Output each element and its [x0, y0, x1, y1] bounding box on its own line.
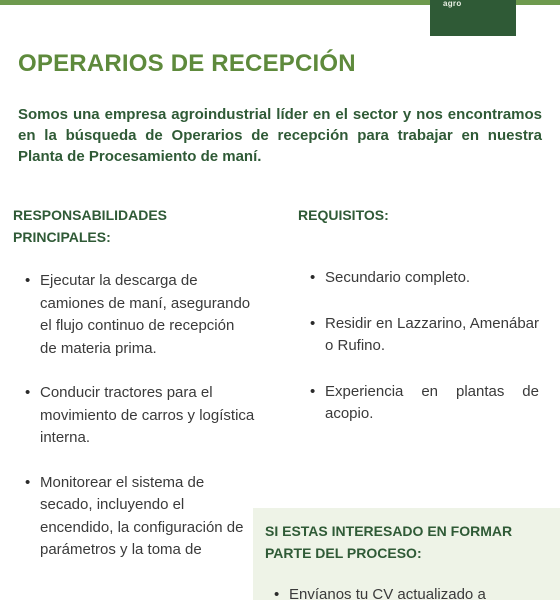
cta-list	[274, 584, 554, 607]
requirements-heading: REQUISITOS:	[298, 207, 389, 223]
cta-heading: SI ESTAS INTERESADO EN FORMAR PARTE DEL PROCESO:	[265, 523, 513, 561]
list-item: • Ejecutar la descarga de camiones de maní, asegurando el flujo continuo de recepción de materia prima.	[25, 272, 251, 357]
brand-logo: agro	[430, 0, 516, 36]
list-item: • Experiencia en plantas de acopio.	[310, 382, 539, 422]
list-item: • Secundario completo.	[310, 267, 539, 290]
responsibilities-heading: RESPONSABILIDADES PRINCIPALES:	[13, 207, 168, 245]
intro-paragraph: Somos una empresa agroindustrial líder en el sector y nos encontramos en la búsqueda de Operarios de recepción para trabajar en nuestra Planta de Procesamiento de maní.	[18, 106, 542, 165]
bullet-icon: •	[25, 272, 31, 289]
list-item: • Monitorear el sistema de secado, incluyendo el encendido, la configuración de parámetros y la toma de	[25, 473, 244, 558]
page-title: OPERARIOS DE RECEPCIÓN	[18, 50, 356, 77]
list-item: • Envíanos tu CV actualizado a	[274, 584, 554, 607]
bullet-icon: •	[310, 314, 316, 332]
bullet-icon: •	[310, 269, 316, 286]
list-item: • Conducir tractores para el movimiento de carros y logística interna.	[25, 384, 255, 446]
bullet-icon: •	[25, 384, 31, 401]
list-item: • Residir en Lazzarino, Amenábar o Rufino.	[310, 314, 539, 354]
bullet-icon: •	[274, 586, 280, 603]
requirements-list	[310, 267, 539, 449]
cta-box	[253, 508, 560, 603]
bullet-icon: •	[310, 382, 316, 400]
bullet-icon: •	[25, 473, 31, 491]
responsibilities-list	[25, 270, 255, 584]
